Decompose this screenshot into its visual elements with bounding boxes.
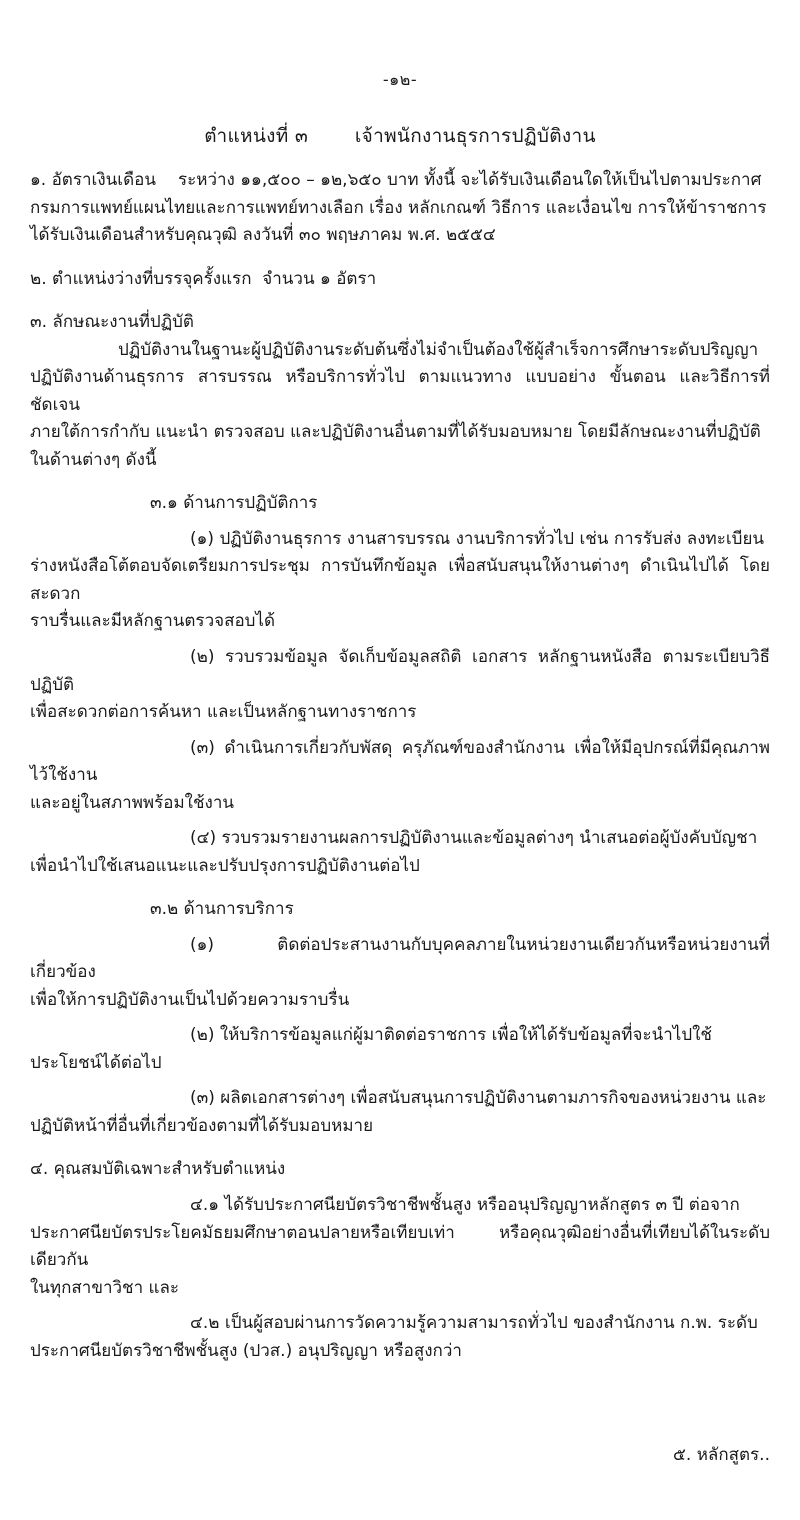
section-qualifications	[30, 1156, 770, 1365]
section-duty-3-1	[30, 490, 770, 880]
section-salary	[30, 167, 770, 250]
duty-3-1-item-1-line-3: ราบรื่นและมีหลักฐานตรวจสอบได้	[30, 611, 276, 632]
duty-3-1-item-1-line-2: ร่างหนังสือโต้ตอบจัดเตรียมการประชุม การบันทึกข้อมูล เพื่อสนับสนุนให้งานต่างๆ ดำเนินไปได้ โดยสะดวก	[30, 556, 770, 604]
page-title-position-name: เจ้าพนักงานธุรการปฏิบัติงาน	[354, 125, 596, 147]
section-job-duties	[30, 309, 770, 474]
duty-3-2-item-2-line-1: (๒) ให้บริการข้อมูลแก่ผู้มาติดต่อราชการ เพื่อให้ได้รับข้อมูลที่จะนำไปใช้ประโยชน์ได้ต่อไป	[30, 1025, 712, 1073]
job-duties-line-1: ปฏิบัติงานในฐานะผู้ปฏิบัติงานระดับต้นซึ่งไม่จำเป็นต้องใช้ผู้สำเร็จการศึกษาระดับปริญญา	[118, 339, 759, 360]
qualification-4-1-line-1: ๔.๑ ได้รับประกาศนียบัตรวิชาชีพชั้นสูง หรืออนุปริญญาหลักสูตร ๓ ปี ต่อจาก	[190, 1195, 740, 1215]
vacancy-line	[30, 266, 770, 294]
salary-line-2: กรมการแพทย์แผนไทยและการแพทย์ทางเลือก เรื่อง หลักเกณฑ์ วิธีการ และเงื่อนไข การให้ข้าราชการ	[30, 197, 767, 218]
vacancy-label: ๒. ตำแหน่งว่างที่บรรจุครั้งแรก	[30, 268, 252, 289]
salary-line-3: ได้รับเงินเดือนสำหรับคุณวุฒิ ลงวันที่ ๓๐ พฤษภาคม พ.ศ. ๒๕๕๔	[30, 225, 496, 246]
salary-label: ๑. อัตราเงินเดือน	[30, 170, 156, 190]
duty-3-1-item-3-line-1: (๓) ดำเนินการเกี่ยวกับพัสดุ ครุภัณฑ์ของสำนักงาน เพื่อให้มีอุปกรณ์ที่มีคุณภาพไว้ใช้งาน	[30, 737, 770, 786]
duty-3-2-item-3-line-1: (๓) ผลิตเอกสารต่างๆ เพื่อสนับสนุนการปฏิบัติงานตามภารกิจของหน่วยงาน และ	[190, 1088, 767, 1109]
qualifications-label: ๔. คุณสมบัติเฉพาะสำหรับตำแหน่ง	[30, 1159, 286, 1180]
section-duty-3-2	[30, 896, 770, 1140]
section-vacancy	[30, 266, 770, 294]
qualification-4-1-line-3: ในทุกสาขาวิชา และ	[30, 1277, 180, 1298]
duty-3-1-item-4-line-2: เพื่อนำไปใช้เสนอแนะและปรับปรุงการปฏิบัติงานต่อไป	[30, 855, 420, 876]
duty-3-1-item-3-line-2: และอยู่ในสภาพพร้อมใช้งาน	[30, 792, 234, 813]
qualification-4-2-line-2: ประกาศนียบัตรวิชาชีพชั้นสูง (ปวส.) อนุปริญญา หรือสูงกว่า	[30, 1340, 462, 1361]
page-title	[30, 121, 770, 151]
duty-3-1-item-2-line-2: เพื่อสะดวกต่อการค้นหา และเป็นหลักฐานทางราชการ	[30, 702, 417, 723]
qualification-4-1-line-2: ประกาศนียบัตรประโยคมัธยมศึกษาตอนปลายหรือเทียบเท่า หรือคุณวุฒิอย่างอื่นที่เทียบได้ในระดับเดียวกัน	[30, 1222, 770, 1271]
job-duties-line-4: ในด้านต่างๆ ดังนี้	[30, 449, 157, 470]
page-title-position-number: ตำแหน่งที่ ๓	[204, 125, 309, 147]
qualification-4-2-line-1: ๔.๒ เป็นผู้สอบผ่านการวัดความรู้ความสามารถทั่วไป ของสำนักงาน ก.พ. ระดับ	[190, 1313, 758, 1334]
footer-continuation-note: ๕. หลักสูตร..	[673, 1445, 770, 1465]
page-number: -๑๒-	[382, 70, 418, 89]
vacancy-value: จำนวน ๑ อัตรา	[262, 268, 377, 289]
duty-3-1-item-2-line-1: (๒) รวบรวมข้อมูล จัดเก็บข้อมูลสถิติ เอกสาร หลักฐานหนังสือ ตามระเบียบวิธีปฏิบัติ	[30, 646, 770, 695]
salary-first-line	[30, 167, 770, 195]
job-duties-line-3: ภายใต้การกำกับ แนะนำ ตรวจสอบ และปฏิบัติงานอื่นตามที่ได้รับมอบหมาย โดยมีลักษณะงานที่ปฏิบัติ	[30, 422, 761, 443]
job-duties-label: ๓. ลักษณะงานที่ปฏิบัติ	[30, 312, 194, 333]
duty-3-1-item-4-line-1: (๔) รวบรวมรายงานผลการปฏิบัติงานและข้อมูลต่างๆ นำเสนอต่อผู้บังคับบัญชา	[190, 828, 758, 849]
duty-3-2-item-1-line-1: (๑) ติดต่อประสานงานกับบุคคลภายในหน่วยงานเดียวกันหรือหน่วยงานที่เกี่ยวข้อง	[30, 934, 770, 983]
duty-3-2-item-3-line-2: ปฏิบัติหน้าที่อื่นที่เกี่ยวข้องตามที่ได้รับมอบหมาย	[30, 1115, 374, 1136]
document-page	[0, 68, 800, 1520]
duty-3-2-item-1-line-2: เพื่อให้การปฏิบัติงานเป็นไปด้วยความราบรื่น	[30, 989, 350, 1010]
salary-line-1: ระหว่าง ๑๑,๕๐๐ – ๑๒,๖๕๐ บาท ทั้งนี้ จะได้รับเงินเดือนใดให้เป็นไปตามประกาศ	[178, 170, 762, 190]
job-duties-line-2: ปฏิบัติงานด้านธุรการ สารบรรณ หรือบริการทั่วไป ตามแนวทาง แบบอย่าง ขั้นตอน และวิธีการที่ชัดเจน	[30, 367, 770, 415]
duty-3-1-heading: ๓.๑ ด้านการปฏิบัติการ	[150, 493, 318, 514]
duty-3-2-heading: ๓.๒ ด้านการบริการ	[150, 899, 294, 920]
duty-3-1-item-1-line-1: (๑) ปฏิบัติงานธุรการ งานสารบรรณ งานบริการทั่วไป เช่น การรับส่ง ลงทะเบียน	[190, 528, 765, 549]
